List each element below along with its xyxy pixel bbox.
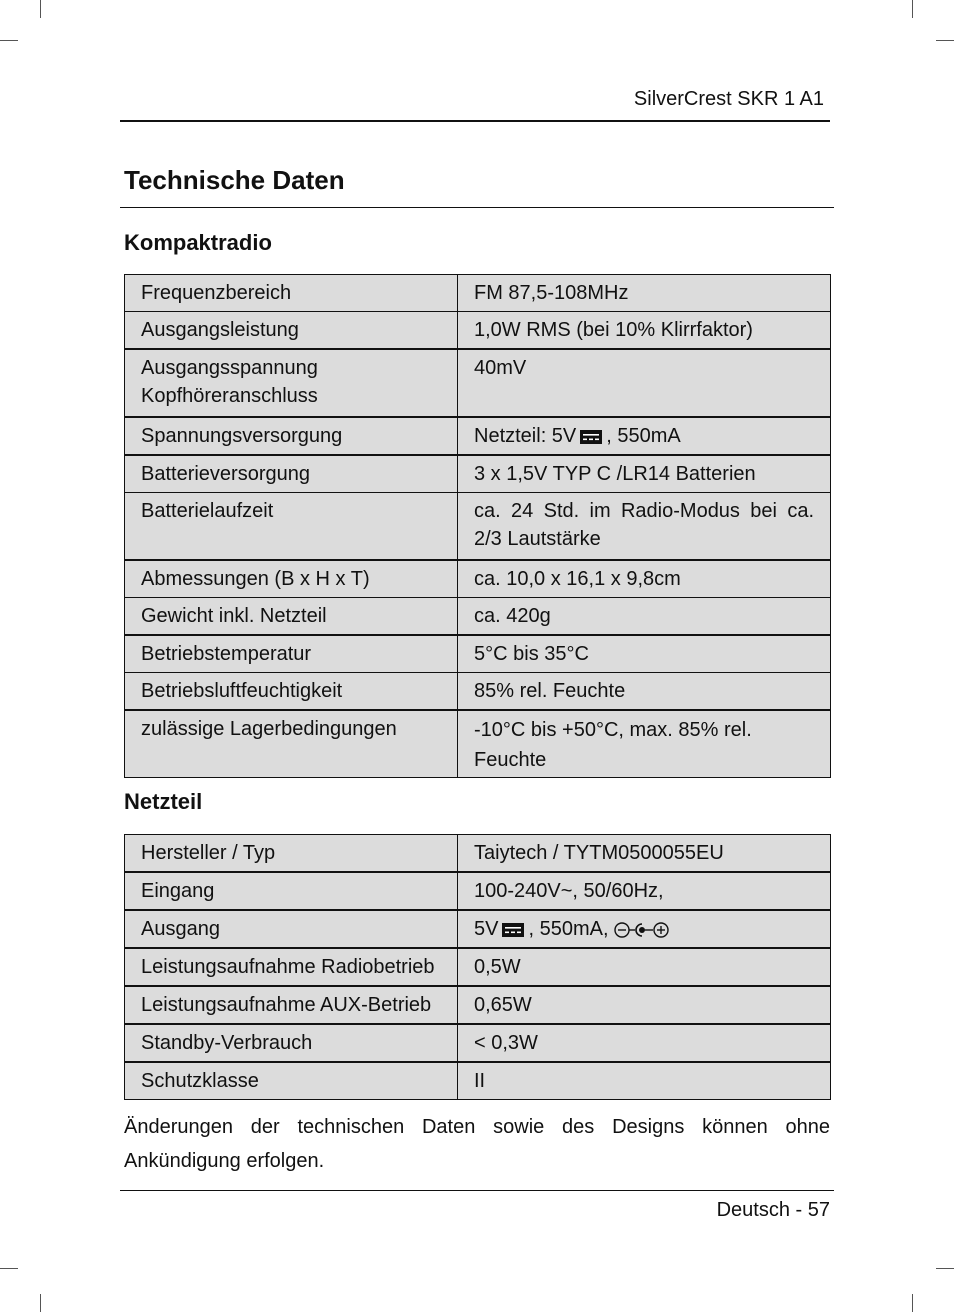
table-row [125, 986, 831, 1024]
spec-value-prefix: 5V [474, 918, 499, 940]
spec-label: Leistungsaufnahme AUX-Betrieb [125, 986, 458, 1024]
spec-label: Schutzklasse [125, 1062, 458, 1100]
page-number: Deutsch - 57 [716, 1199, 830, 1221]
table-row [125, 455, 831, 493]
table-row [125, 349, 831, 417]
dc-symbol-icon [502, 923, 524, 937]
spec-label: Ausgangsleistung [125, 312, 458, 350]
table-row [125, 560, 831, 598]
spec-value [458, 910, 831, 948]
spec-value: 40mV [458, 349, 831, 417]
disclaimer-note: Änderungen der technischen Daten sowie des Designs können ohne Ankündigung erfolgen. [124, 1116, 830, 1172]
table-row [125, 1062, 831, 1100]
header-title: SilverCrest SKR 1 A1 [633, 88, 824, 110]
spec-label: Betriebstemperatur [125, 635, 458, 673]
table-row [125, 635, 831, 673]
table-row [125, 598, 831, 636]
crop-mark [40, 1294, 41, 1312]
spec-label: Standby-Verbrauch [125, 1024, 458, 1062]
spec-value: < 0,3W [458, 1024, 831, 1062]
spec-label: Eingang [125, 872, 458, 910]
table-row [125, 312, 831, 350]
crop-mark [912, 1294, 913, 1312]
spec-label: Hersteller / Typ [125, 835, 458, 873]
spec-value: 5°C bis 35°C [458, 635, 831, 673]
spec-label: Ausgangsspannung Kopfhöreranschluss [125, 349, 458, 417]
section-rule [120, 207, 834, 208]
spec-value [458, 417, 831, 455]
spec-label: Gewicht inkl. Netzteil [125, 598, 458, 636]
crop-mark [40, 0, 41, 18]
spec-value: -10°C bis +50°C, max. 85% rel. Feuchte [458, 710, 831, 778]
netzteil-table [124, 834, 831, 1100]
table-row [125, 1024, 831, 1062]
crop-mark [0, 1268, 18, 1269]
spec-value: FM 87,5-108MHz [458, 275, 831, 312]
spec-value: 0,65W [458, 986, 831, 1024]
table-row [125, 275, 831, 312]
spec-value-suffix: , 550mA, [528, 918, 609, 940]
table-row [125, 948, 831, 986]
spec-value: ca. 24 Std. im Radio-Modus bei ca. 2/3 Lautstärke [458, 493, 831, 561]
spec-label: Leistungsaufnahme Radiobetrieb [125, 948, 458, 986]
spec-label: Batterieversorgung [125, 455, 458, 493]
spec-label: Abmessungen (B x H x T) [125, 560, 458, 598]
crop-mark [912, 0, 913, 18]
table-row [125, 910, 831, 948]
section-title: Technische Daten [124, 165, 345, 195]
spec-label: Batterielaufzeit [125, 493, 458, 561]
kompaktradio-table [124, 274, 831, 778]
spec-value: Taiytech / TYTM0500055EU [458, 835, 831, 873]
polarity-icon [613, 921, 671, 939]
spec-value-suffix: , 550mA [606, 425, 681, 447]
spec-label: zulässige Lagerbedingungen [125, 710, 458, 778]
kompaktradio-title: Kompaktradio [124, 230, 272, 255]
spec-value-prefix: Netzteil: 5V [474, 425, 577, 447]
table-row [125, 710, 831, 778]
crop-mark [936, 40, 954, 41]
crop-mark [0, 40, 18, 41]
spec-value: 0,5W [458, 948, 831, 986]
spec-value: 1,0W RMS (bei 10% Klirrfaktor) [458, 312, 831, 350]
footer-rule [120, 1190, 834, 1191]
spec-value: 3 x 1,5V TYP C /LR14 Batterien [458, 455, 831, 493]
table-row [125, 835, 831, 873]
spec-label: Spannungsversorgung [125, 417, 458, 455]
table-row [125, 493, 831, 561]
dc-symbol-icon [580, 430, 602, 444]
spec-value: ca. 10,0 x 16,1 x 9,8cm [458, 560, 831, 598]
spec-label: Frequenzbereich [125, 275, 458, 312]
table-row [125, 673, 831, 711]
netzteil-title: Netzteil [124, 789, 203, 814]
spec-value: II [458, 1062, 831, 1100]
header-rule [120, 120, 830, 122]
spec-label: Betriebsluftfeuchtigkeit [125, 673, 458, 711]
spec-label: Ausgang [125, 910, 458, 948]
crop-mark [936, 1268, 954, 1269]
spec-value: 100-240V~, 50/60Hz, [458, 872, 831, 910]
spec-value: 85% rel. Feuchte [458, 673, 831, 711]
table-row [125, 872, 831, 910]
table-row [125, 417, 831, 455]
spec-value: ca. 420g [458, 598, 831, 636]
